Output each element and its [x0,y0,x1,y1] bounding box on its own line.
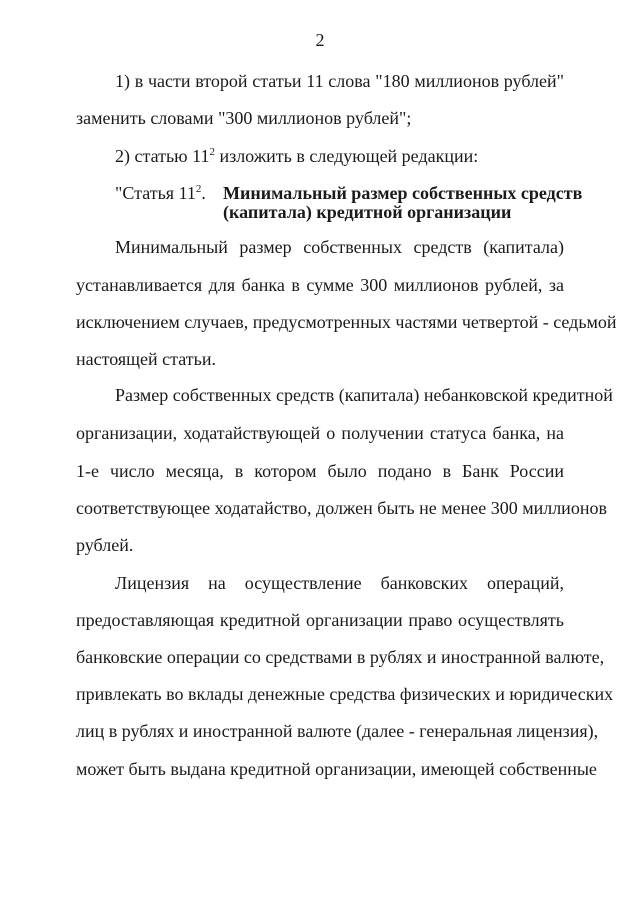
item2-prefix: 2) статью 11 [115,146,210,166]
item2-line [115,145,564,167]
para3-line: банковские операции со средствами в рублях и иностранной валюте, [76,647,605,667]
item1-line1: 1) в части второй статьи 11 слова "180 миллионов рублей" [115,71,564,91]
article-title-line1: Минимальный размер собственных средств [223,183,583,203]
para1-line: настоящей статьи. [76,349,216,369]
para2-line: Размер собственных средств (капитала) небанковской кредитной [115,385,613,405]
article-title-line2: (капитала) кредитной организации [223,202,512,222]
para3-line: Лицензия на осуществление банковских операций, [115,573,564,593]
para3-line: привлекать во вклады денежные средства физических и юридических [76,684,614,704]
page-number: 2 [315,30,325,50]
para2-line: соответствующее ходатайство, должен быть не менее 300 миллионов [76,498,607,518]
article-label-prefix: "Статья 11 [115,183,196,203]
item2-sup: 2 [209,146,215,158]
para2-line: 1-е число месяца, в котором было подано в Банк России [76,461,564,481]
para1-line: исключением случаев, предусмотренных частями четвертой - седьмой [76,312,617,332]
para3-line: может быть выдана кредитной организации, имеющей собственные [76,759,597,779]
para2-line: рублей. [76,535,134,555]
article-label-sup: 2 [195,183,202,195]
para3-line: лиц в рублях и иностранной валюте (далее - генеральная лицензия), [76,721,599,741]
item2-suffix: изложить в следующей редакции: [214,146,479,166]
para1-line: устанавливается для банка в сумме 300 миллионов рублей, за [76,275,564,295]
article-label [115,182,206,204]
item1-line2: заменить словами "300 миллионов рублей"; [76,108,412,128]
para3-line: предоставляющая кредитной организации право осуществлять [76,610,564,630]
para1-line: Минимальный размер собственных средств (капитала) [115,237,564,257]
para2-line: организации, ходатайствующей о получении статуса банка, на [76,423,564,443]
article-label-suffix: . [201,183,206,203]
